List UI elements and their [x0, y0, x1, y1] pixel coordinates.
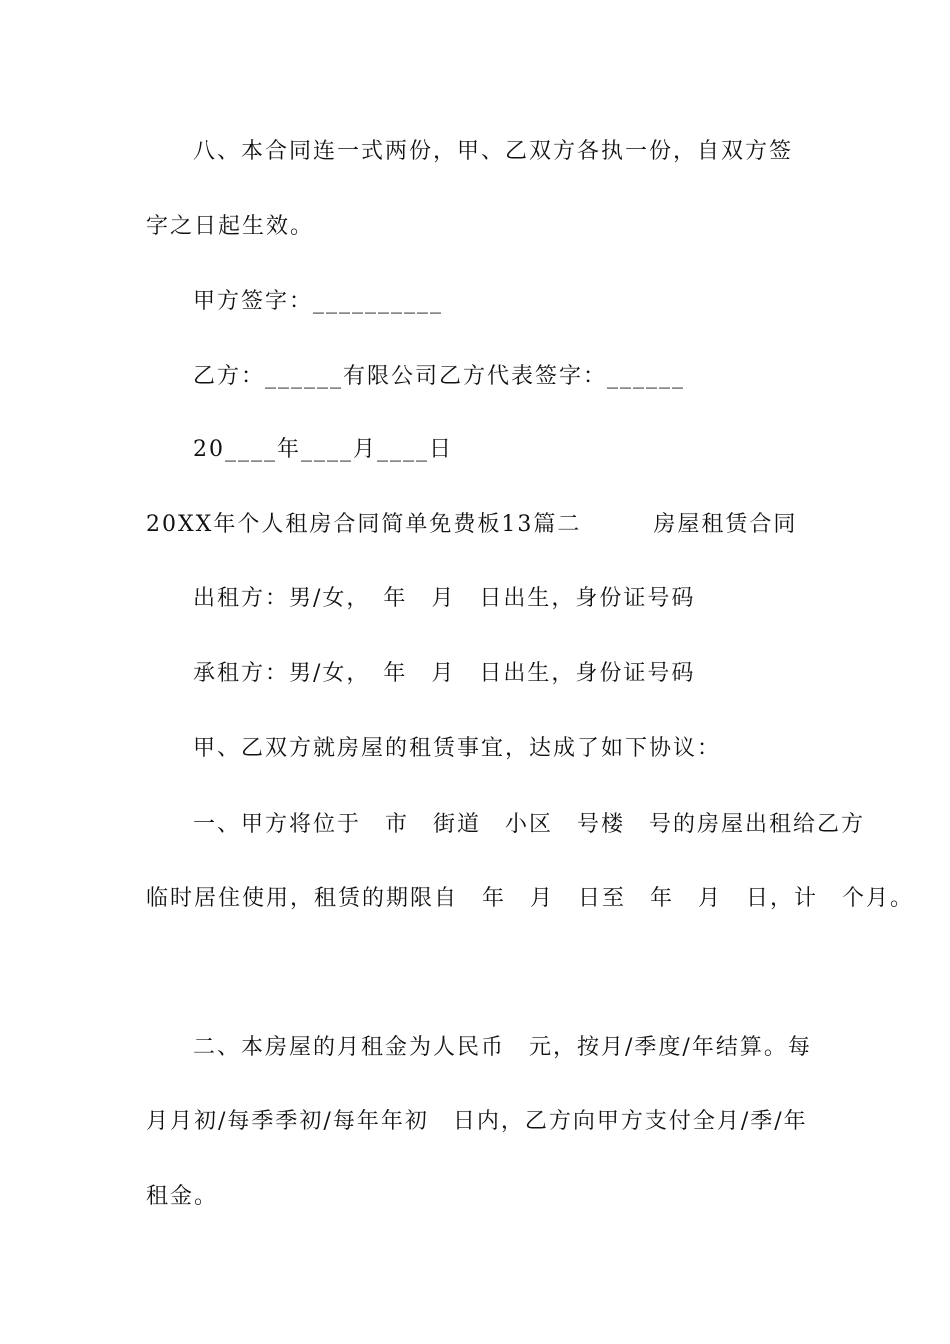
- party-a-signature-line: 甲方签字：__________: [193, 289, 444, 314]
- clause-two-line-2: 月月初/每季季初/每年年初 日内，乙方向甲方支付全月/季/年: [146, 1109, 808, 1134]
- lessor-line: 出租方：男/女， 年 月 日出生，身份证号码: [193, 586, 696, 611]
- clause-two-line-3: 租金。: [146, 1184, 219, 1209]
- section-heading: 20XX年个人租房合同简单免费板13篇二 房屋租赁合同: [146, 512, 798, 537]
- clause-one-line-1: 一、甲方将位于 市 街道 小区 号楼 号的房屋出租给乙方: [193, 812, 866, 837]
- lessee-line: 承租方：男/女， 年 月 日出生，身份证号码: [193, 661, 696, 686]
- clause-eight-line-1: 八、本合同连一式两份，甲、乙双方各执一份，自双方签: [193, 139, 794, 164]
- clause-eight-line-2: 字之日起生效。: [146, 214, 315, 239]
- clause-two-line-1: 二、本房屋的月租金为人民币 元，按月/季度/年结算。每: [193, 1035, 812, 1060]
- clause-one-line-2: 临时居住使用，租赁的期限自 年 月 日至 年 月 日，计 个月。: [146, 886, 915, 911]
- agreement-intro: 甲、乙双方就房屋的租赁事宜，达成了如下协议：: [193, 736, 722, 761]
- party-b-signature-line: 乙方：______有限公司乙方代表签字：______: [193, 364, 686, 389]
- date-line: 20____年____月____日: [193, 437, 453, 462]
